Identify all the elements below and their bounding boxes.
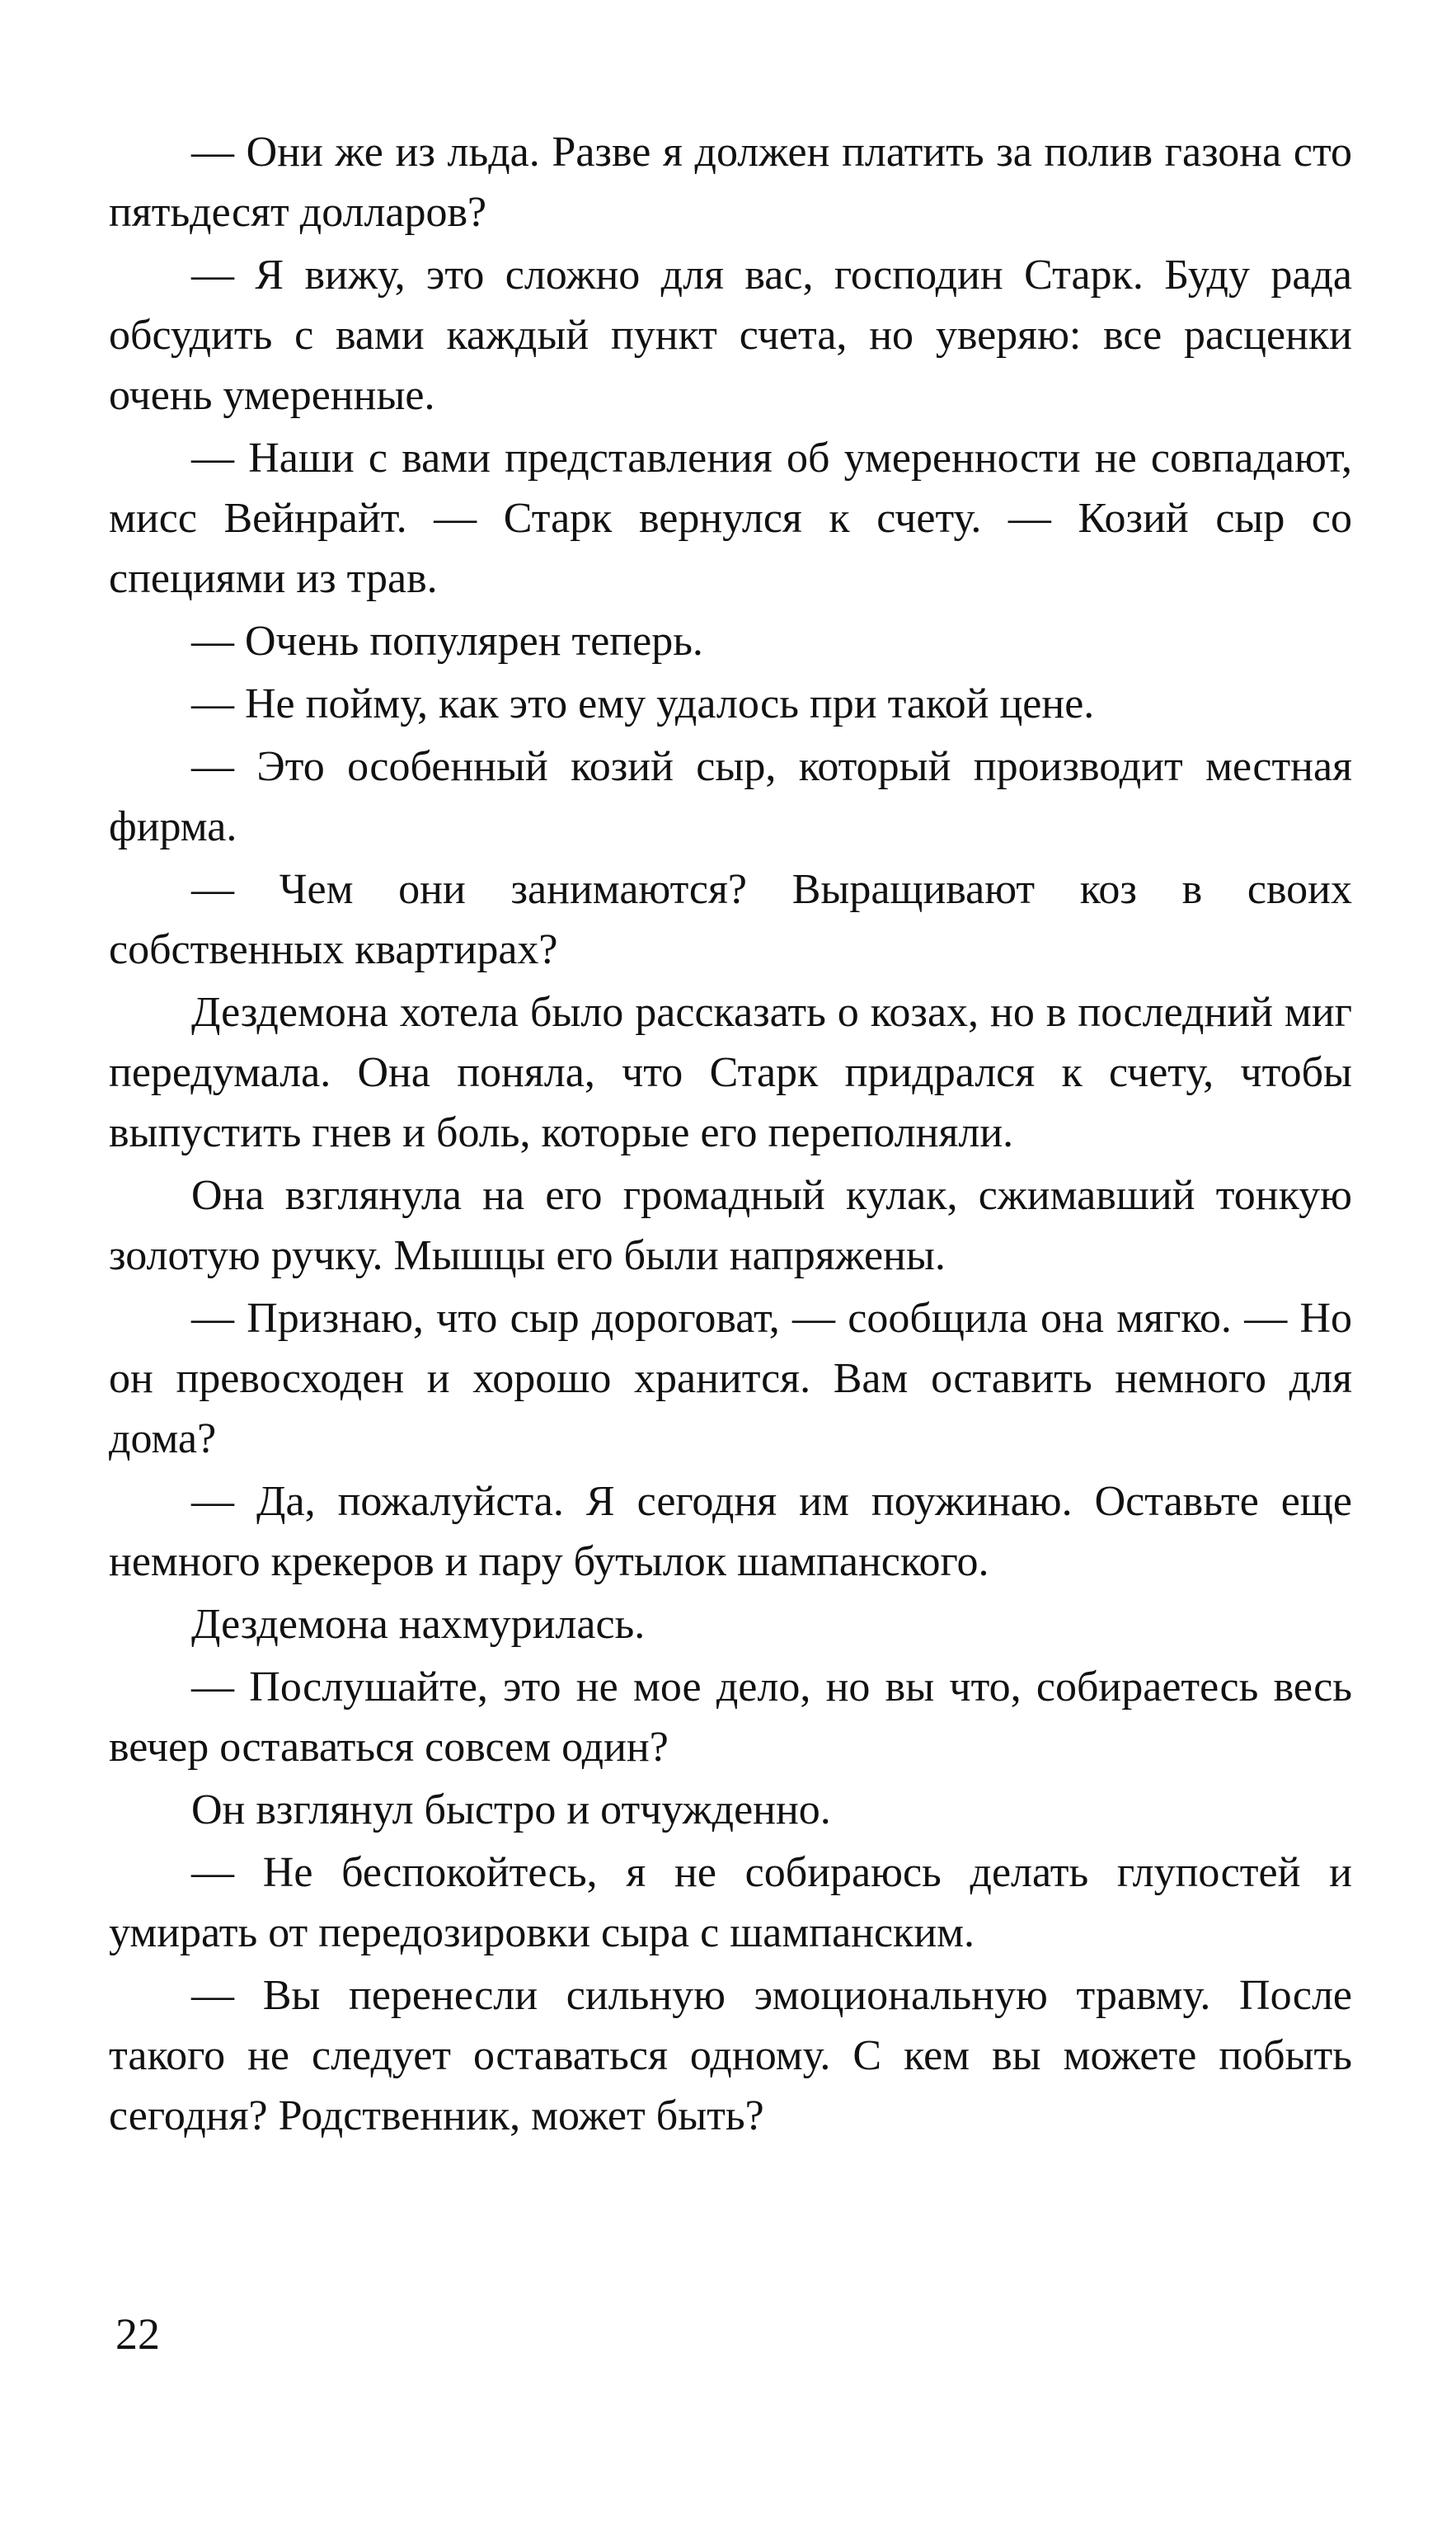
paragraph: — Я вижу, это сложно для вас, господин Старк. Буду рада обсудить с вами каждый пункт счета, но уверяю: все расценки очень умеренные. [109,252,1352,419]
paragraph: — Не беспокойтесь, я не собираюсь делать глупостей и умирать от передозировки сыра с шампанским. [109,1849,1352,1956]
paragraph: — Да, пожалуйста. Я сегодня им поужинаю. Оставьте еще немного крекеров и пару бутылок шампанского. [109,1478,1352,1585]
paragraph: — Вы перенесли сильную эмоциональную травму. После такого не следует оставаться одному. С кем вы можете побыть сегодня? Родственник, может быть? [109,1972,1352,2139]
paragraph: — Признаю, что сыр дороговат, — сообщила она мягко. — Но он превосходен и хорошо хранится. Вам оставить немного для дома? [109,1295,1352,1462]
paragraph: Он взглянул быстро и отчужденно. [191,1786,831,1833]
paragraph: Дездемона нахмурилась. [191,1601,646,1648]
paragraph: Она взглянула на его громадный кулак, сжимавший тонкую золотую ручку. Мышцы его были напряжены. [109,1172,1352,1279]
paragraph: — Наши с вами представления об умеренности не совпадают, мисс Вейнрайт. — Старк вернулся к счету. — Козий сыр со специями из трав. [109,435,1352,602]
paragraph: Дездемона хотела было рассказать о козах, но в последний миг передумала. Она поняла, что Старк придрался к счету, чтобы выпустить гнев и боль, которые его переполняли. [109,989,1352,1156]
paragraph: — Очень популярен теперь. [191,618,703,665]
paragraph: — Не пойму, как это ему удалось при такой цене. [191,680,1095,727]
paragraph: — Это особенный козий сыр, который производит местная фирма. [109,743,1352,850]
body-text [109,122,1352,2148]
paragraph: — Послушайте, это не мое дело, но вы что, собираетесь весь вечер оставаться совсем один? [109,1663,1352,1771]
page-number: 22 [115,2309,160,2359]
paragraph: — Они же из льда. Разве я должен платить за полив газона сто пятьдесят долларов? [109,129,1352,236]
paragraph: — Чем они занимаются? Выращивают коз в своих собственных квартирах? [109,866,1352,973]
